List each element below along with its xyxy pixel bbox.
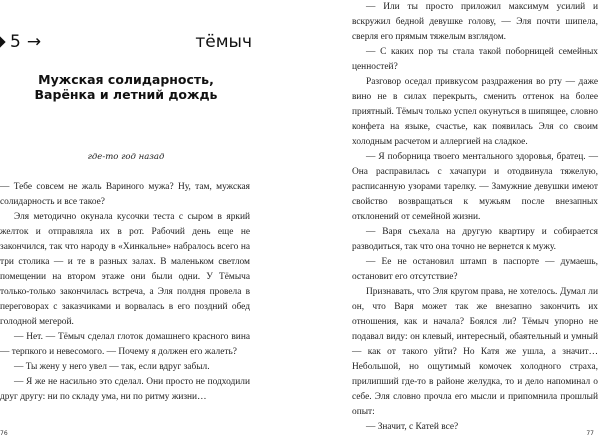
right-page-body — [352, 0, 598, 435]
right-page — [300, 0, 600, 440]
epigraph: где-то год назад — [87, 152, 165, 162]
page-number: 77 — [586, 430, 594, 437]
paragraph: — С каких пор ты стала такой поборницей семейных ценностей? — [352, 47, 598, 72]
right-arrow-icon: → — [26, 32, 42, 52]
left-page-body — [0, 180, 250, 405]
paragraph: Признавать, что Эля кругом права, не хотелось. Думал ли он, что Варя может так же внезапно закончить их отношения, как и начала? Боялся ли? Тёмыч упорно не подавал виду: он клевый, интересный, обаятельный и умный — как от такого уйти? Но Катя же ушла, а значит… Небольшой, но ощутимый комочек холодного страха, прилипший где-то в районе желудка, то и дело напоминал о себе. Эля словно прочла его мысли и припомнила прошлый опыт: — [352, 287, 598, 417]
chapter-marker — [0, 32, 41, 52]
paragraph: — Или ты просто приложил максимум усилий и вскружил бедной девушке голову, — Эля почти шипела, сверля его прямым тяжелым взглядом. — [352, 2, 598, 42]
paragraph: — Нет. — Тёмыч сделал глоток домашнего красного вина — терпкого и невесомого. — Почему я должен его жалеть? — [0, 332, 250, 357]
chapter-character-name: тёмыч — [195, 32, 252, 52]
paragraph: — Я поборница твоего ментального здоровья, братец. — Она расправилась с хачапури и отодвинула тяжелую, расписанную узорами тарелку. — Замужние девушки имеют свойство возвращаться к мужьям после внезапных отклонений от семейной жизни. — [352, 152, 598, 222]
paragraph: — Варя съехала на другую квартиру и собирается разводиться, так что она точно не вернется к мужу. — [352, 227, 598, 252]
chapter-number: 5 — [10, 32, 21, 52]
diamond-bullet-icon — [0, 36, 6, 47]
paragraph: — Я же не насильно это сделал. Они просто не подходили друг другу: ни по складу ума, ни по ритму жизни… — [0, 377, 250, 402]
paragraph: — Значит, с Катей все? — [366, 422, 459, 432]
page-number: 76 — [0, 430, 8, 437]
paragraph: — Ее не остановил штамп в паспорте — думаешь, остановит его отсутствие? — [352, 257, 598, 282]
paragraph: — Тебе совсем не жаль Вариного мужа? Ну, там, мужская солидарность и все такое? — [0, 182, 250, 207]
paragraph: Эля методично окунала кусочки теста с сыром в яркий желток и отправляла их в рот. Рабочий день еще не закончился, так что народу в «Хинкальне» набралось всего на три столика — и те в разных залах. В маленьком светлом помещении на втором этаже они были одни. У Тёмыча только-только закончилась встреча, а Эля полдня провела в переговорах с заказчиками и ворвалась в его поздний обед голодной мегерой. — [0, 212, 250, 327]
chapter-title-line: Мужская солидарность, — [38, 72, 214, 87]
chapter-header — [0, 30, 252, 54]
paragraph: Разговор оседал привкусом раздражения во рту — даже вино не в силах перекрыть, сменить оттенок на более приятный. Тёмыч только успел окунуться в шипящее, словно конфета на языке, счастье, как появилась Эля со своим холодным расчетом и аллергией на сладкое. — [352, 77, 598, 147]
chapter-title-line: Варёнка и летний дождь — [34, 87, 218, 102]
chapter-title — [0, 72, 252, 102]
paragraph: — Ты жену у него увел — так, если вдруг забыл. — [14, 362, 210, 372]
